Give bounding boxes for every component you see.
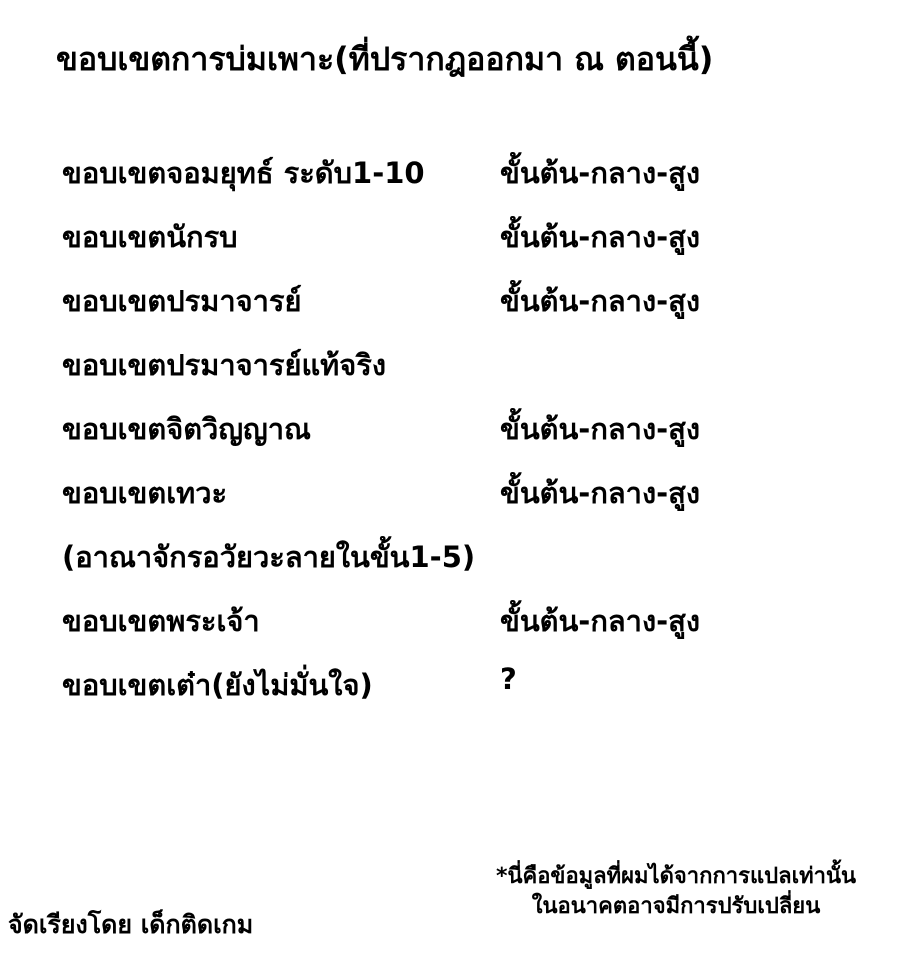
list-item-inner [62, 534, 852, 580]
realm-stages: ? [500, 662, 517, 696]
list-item-inner [62, 342, 852, 388]
realm-stages: ขั้นต้น-กลาง-สูง [500, 156, 701, 190]
realm-stages: ขั้นต้น-กลาง-สูง [500, 476, 701, 510]
list-item-inner [62, 662, 852, 708]
disclaimer-note [466, 862, 886, 921]
list-item [62, 406, 852, 470]
list-item [62, 150, 852, 214]
realm-stages: ขั้นต้น-กลาง-สูง [500, 220, 701, 254]
disclaimer-line-1: *นี่คือข้อมูลที่ผมได้จากการแปลเท่านั้น [495, 864, 857, 889]
list-item [62, 342, 852, 406]
page-title: ขอบเขตการบ่มเพาะ(ที่ปรากฎออกมา ณ ตอนนี้) [56, 40, 714, 78]
realm-label: ขอบเขตเต๋า(ยังไม่มั่นใจ) [62, 668, 373, 702]
credit-text: จัดเรียงโดย เด็กติดเกม [8, 910, 254, 939]
list-item [62, 278, 852, 342]
realm-note: (อาณาจักรอวัยวะลายในขั้น1-5) [62, 540, 476, 574]
list-item-inner [62, 150, 852, 196]
list-item [62, 662, 852, 726]
list-item [62, 598, 852, 662]
list-item [62, 470, 852, 534]
realm-label: ขอบเขตปรมาจารย์แท้จริง [62, 348, 386, 382]
list-item-inner [62, 214, 852, 260]
realm-label: ขอบเขตจิตวิญญาณ [62, 412, 311, 446]
realm-stages: ขั้นต้น-กลาง-สูง [500, 604, 701, 638]
list-item-inner [62, 406, 852, 452]
realm-label: ขอบเขตเทวะ [62, 476, 228, 510]
list-item-inner [62, 598, 852, 644]
realm-label: ขอบเขตพระเจ้า [62, 604, 260, 638]
list-item [62, 214, 852, 278]
realm-stages: ขั้นต้น-กลาง-สูง [500, 284, 701, 318]
realm-label: ขอบเขตนักรบ [62, 220, 238, 254]
cultivation-realm-list [62, 150, 852, 726]
list-item-inner [62, 278, 852, 324]
realm-label: ขอบเขตจอมยุทธ์ ระดับ1-10 [62, 156, 425, 190]
list-item [62, 534, 852, 598]
realm-stages: ขั้นต้น-กลาง-สูง [500, 412, 701, 446]
list-item-inner [62, 470, 852, 516]
realm-label: ขอบเขตปรมาจารย์ [62, 284, 302, 318]
disclaimer-line-2: ในอนาคตอาจมีการปรับเปลี่ยน [531, 893, 821, 919]
